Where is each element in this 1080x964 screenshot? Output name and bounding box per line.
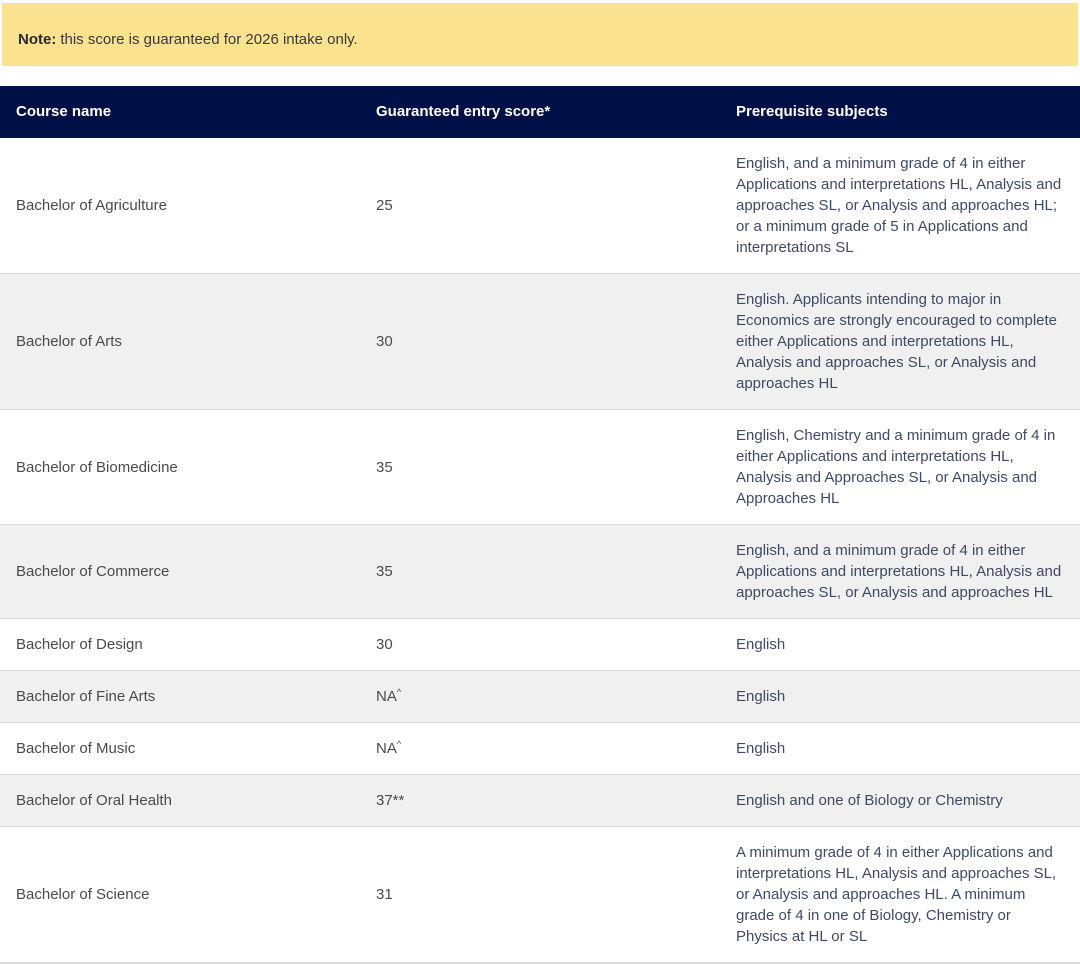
entry-score-cell: 35 [376, 458, 393, 476]
course-table-header [0, 86, 1080, 138]
header-prerequisite-subjects: Prerequisite subjects [720, 86, 1080, 138]
table-row [0, 723, 1080, 775]
prerequisites-cell: English. Applicants intending to major in Economics are strongly encouraged to complete either Applications and interpretations HL, Analysis and approaches SL, or Analysis and approaches HL [736, 291, 1058, 392]
entry-score-cell: NA^ [376, 687, 402, 705]
prerequisites-cell: English and one of Biology or Chemistry [736, 792, 1003, 809]
entry-score-cell: 31 [376, 886, 393, 903]
course-name-cell: Bachelor of Oral Health [16, 792, 172, 809]
course-name-cell: Bachelor of Commerce [16, 563, 170, 580]
prerequisites-cell: English, and a minimum grade of 4 in either Applications and interpretations HL, Analysis and approaches SL, or Analysis and approaches HL [736, 542, 1062, 601]
course-name-cell: Bachelor of Agriculture [16, 197, 167, 214]
entry-score-cell: 30 [376, 333, 393, 350]
header-row [0, 86, 1080, 138]
table-row [0, 525, 1080, 619]
prerequisites-cell: English, and a minimum grade of 4 in either Applications and interpretations HL, Analysis and approaches SL, or Analysis and approaches HL; or a minimum grade of 5 in Applications and interpretations SL [736, 155, 1062, 256]
header-course-name: Course name [0, 86, 360, 138]
header-entry-score: Guaranteed entry score* [360, 86, 720, 138]
course-name-cell: Bachelor of Design [16, 636, 143, 653]
prerequisites-cell: English [736, 740, 786, 757]
course-name-cell: Bachelor of Music [16, 740, 136, 757]
course-name-cell: Bachelor of Fine Arts [16, 688, 156, 705]
entry-score-cell: 37** [376, 792, 405, 809]
entry-score-cell: NA^ [376, 739, 402, 757]
page [0, 3, 1080, 964]
table-row [0, 775, 1080, 827]
course-table [0, 86, 1080, 964]
prerequisites-cell: English [736, 636, 786, 653]
prerequisites-cell: English, Chemistry and a minimum grade of 4 in either Applications and interpretations HL, Analysis and Approaches SL, or Analysis and Approaches HL [736, 427, 1056, 507]
entry-score-cell: 25 [376, 197, 393, 214]
prerequisites-cell: English [736, 688, 786, 705]
table-row [0, 619, 1080, 671]
note-text: this score is guaranteed for 2026 intake only. [60, 31, 358, 48]
course-name-cell: Bachelor of Arts [16, 333, 122, 350]
note-banner [2, 3, 1078, 66]
table-row [0, 410, 1080, 525]
table-row [0, 274, 1080, 410]
table-row [0, 671, 1080, 723]
course-name-cell: Bachelor of Biomedicine [16, 458, 178, 476]
course-name-cell: Bachelor of Science [16, 886, 150, 903]
table-row [0, 138, 1080, 274]
entry-score-cell: 35 [376, 563, 393, 580]
entry-score-cell: 30 [376, 636, 393, 653]
prerequisites-cell: A minimum grade of 4 in either Applications and interpretations HL, Analysis and approaches SL, or Analysis and approaches HL. A minimum grade of 4 in one of Biology, Chemistry or Physics at HL or SL [736, 844, 1057, 945]
course-table-body [0, 138, 1080, 963]
note-label: Note: [18, 31, 57, 48]
table-row [0, 827, 1080, 964]
